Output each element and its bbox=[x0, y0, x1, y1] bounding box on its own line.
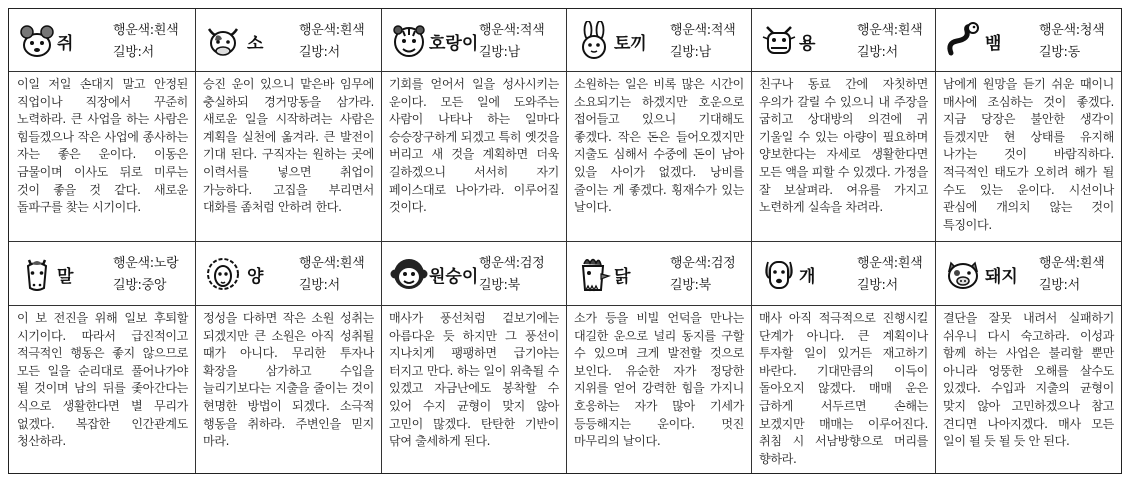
zodiac-fortune-table bbox=[8, 8, 1122, 474]
horse-icon bbox=[17, 254, 57, 294]
fortune-text: 소가 등을 비빌 언덕을 만나는 대길한 운으로 널리 동지를 구할 수 있으며 크게 발전할 것으로 보인다. 유순한 자가 정당한 지위를 얻어 강력한 힘을 가지니 호응하는 자가 많아 기세가 등등해지는 운이다. 멋진 마무리의 날이다. bbox=[574, 311, 744, 449]
lucky-direction: 길방:서 bbox=[857, 45, 898, 60]
row-divider bbox=[9, 71, 1121, 72]
lucky-color: 행운색:흰색 bbox=[857, 256, 923, 271]
lucky-direction: 길방:동 bbox=[1039, 45, 1080, 60]
lucky-direction: 길방:서 bbox=[113, 45, 154, 60]
fortune-text: 매사가 풍선처럼 겉보기에는 아름다운 듯 하지만 그 풍선이 지나치게 팽팽하면 급기야는 터지고 만다. 하는 일이 위축될 수 있겠고 자금난에도 봉착할 수 있어 수지 균형이 맞지 않아 고민이 많겠다. 탄탄한 기반이 닦여 출세하게 된다. bbox=[389, 311, 559, 449]
zodiac-name: 개 bbox=[799, 267, 816, 287]
lucky-direction: 길방:서 bbox=[299, 278, 340, 293]
fortune-text: 정성을 다하면 작은 소원 성취는 되겠지만 큰 소원은 아직 성취될 때가 아니다. 무리한 투자나 확장을 삼가하고 수입을 늘리기보다는 지출을 줄이는 것이 현명한 방법이 되겠다. 소극적 행동을 취하라. 주변인을 믿지 마라. bbox=[203, 311, 374, 449]
zodiac-name: 말 bbox=[57, 267, 74, 287]
lucky-color: 행운색:흰색 bbox=[113, 23, 179, 38]
lucky-color: 행운색:노랑 bbox=[113, 256, 179, 271]
rat-icon bbox=[17, 21, 57, 61]
fortune-text: 매사 아직 적극적으로 진행시킬 단계가 아니다. 큰 계획이나 투자할 일이 있거든 재고하기 바란다. 기대만큼의 이득이 돌아오지 않겠다. 매매 운은 급하게 서두르면 손해는 보겠지만 매매는 이루어진다. 취침 시 서남방향으로 머리를 향하라. bbox=[759, 311, 928, 466]
zodiac-name: 닭 bbox=[614, 267, 631, 287]
zodiac-name: 소 bbox=[247, 34, 264, 54]
zodiac-header bbox=[566, 242, 751, 302]
lucky-color: 행운색:검정 bbox=[479, 256, 545, 271]
fortune-text: 승진 운이 있으니 맡은바 임무에 충실하되 경거망동을 삼가라. 새로운 일을 시작하려는 사람은 계획을 실천에 옮겨라. 큰 발전이 기대 된다. 구직자는 원하는 곳에 이력서를 넣으면 취업이 가능하다. 고집을 부리면서 대화를 좀처럼 안하려 한다. bbox=[203, 77, 374, 215]
lucky-direction: 길방:중앙 bbox=[113, 278, 167, 293]
dog-icon bbox=[759, 254, 799, 294]
fortune-text: 남에게 원망을 듣기 쉬운 때이니 매사에 조심하는 것이 좋겠다. 지금 당장은 불안한 생각이 들겠지만 현 상태를 유지해 나가는 것이 바람직하다. 적극적인 태도가 오히려 해가 될 수도 있는 운이다. 시선이나 관심에 개의치 않는 것이 특징이다. bbox=[943, 77, 1114, 232]
zodiac-name: 돼지 bbox=[985, 267, 1018, 287]
lucky-direction: 길방:서 bbox=[857, 278, 898, 293]
lucky-direction: 길방:북 bbox=[479, 278, 520, 293]
snake-icon bbox=[943, 21, 983, 61]
lucky-color: 행운색:흰색 bbox=[1039, 256, 1105, 271]
zodiac-name: 뱀 bbox=[985, 34, 1002, 54]
zodiac-header bbox=[9, 242, 195, 302]
fortune-text: 이일 저일 손대지 말고 안정된 직업이나 직장에서 꾸준히 노력하라. 큰 사업을 하는 사람은 힘들겠으나 작은 사업에 종사하는 자는 좋은 운이다. 이동은 금물이며 이사도 뒤로 미루는 것이 좋을 것 같다. 새로운 돌파구를 찾는 시기이다. bbox=[17, 77, 188, 215]
zodiac-header bbox=[195, 242, 381, 302]
zodiac-header bbox=[195, 9, 381, 69]
lucky-color: 행운색:검정 bbox=[670, 256, 736, 271]
lucky-color: 행운색:흰색 bbox=[857, 23, 923, 38]
sheep-icon bbox=[203, 254, 243, 294]
lucky-direction: 길방:서 bbox=[1039, 278, 1080, 293]
dragon-icon bbox=[759, 21, 799, 61]
rooster-icon bbox=[574, 254, 614, 294]
zodiac-header bbox=[935, 9, 1121, 69]
monkey-icon bbox=[389, 254, 429, 294]
zodiac-name: 용 bbox=[799, 34, 816, 54]
zodiac-header bbox=[381, 9, 566, 69]
zodiac-header bbox=[566, 9, 751, 69]
lucky-color: 행운색:흰색 bbox=[299, 23, 365, 38]
fortune-text: 결단을 잘못 내려서 실패하기 쉬우니 다시 숙고하라. 이성과 함께 하는 사업은 불리할 뿐만 아니라 엉뚱한 오해를 살수도 있겠다. 수입과 지출의 균형이 맞지 않아 고민하겠으나 참고 견디면 나아지겠다. 매사 모든 일이 될 듯 될 듯 안 된다. bbox=[943, 311, 1114, 449]
zodiac-name: 원숭이 bbox=[429, 267, 479, 287]
lucky-direction: 길방:서 bbox=[299, 45, 340, 60]
fortune-text: 소원하는 일은 비록 많은 시간이 소요되기는 하겠지만 호운으로 접어들고 있으니 기대해도 좋겠다. 작은 돈은 들어오겠지만 지출도 심해서 수중에 돈이 남아 있을 사이가 없겠다. 낭비를 줄이는 게 좋겠다. 횡재수가 있는 날이다. bbox=[574, 77, 744, 215]
lucky-direction: 길방:남 bbox=[670, 45, 711, 60]
fortune-text: 친구나 동료 간에 자칫하면 우의가 갈릴 수 있으니 내 주장을 굽히고 상대방의 의견에 귀 기울일 수 있는 아량이 필요하며 양보한다는 자세로 생활한다면 모든 액을 피할 수 있겠다. 가정을 잘 보살펴라. 여유를 가지고 노련하게 실속을 차려라. bbox=[759, 77, 928, 215]
row-divider bbox=[9, 305, 1121, 306]
zodiac-header bbox=[751, 242, 935, 302]
zodiac-name: 쥐 bbox=[57, 34, 74, 54]
zodiac-name: 토끼 bbox=[614, 34, 647, 54]
fortune-text: 이 보 전진을 위해 일보 후퇴할 시기이다. 따라서 급진적이고 적극적인 행동은 좋지 않으므로 모든 일을 순리대로 풀어나가야 될 것이며 남의 뒤를 좇아간다는 식으로 생활한다면 별 무리가 없겠다. 복잡한 인간관계도 청산하라. bbox=[17, 311, 188, 449]
fortune-text: 기회를 얻어서 일을 성사시키는 운이다. 모든 일에 도와주는 사람이 나타나 하는 일마다 승승장구하게 되겠고 특히 옛것을 버리고 새 것을 계획하면 더욱 길하겠으니 서서히 자기 페이스대로 나아가라. 이루어질 것이다. bbox=[389, 77, 559, 215]
lucky-color: 행운색:적색 bbox=[670, 23, 736, 38]
tiger-icon bbox=[389, 21, 429, 61]
zodiac-header bbox=[935, 242, 1121, 302]
pig-icon bbox=[943, 254, 983, 294]
zodiac-header bbox=[381, 242, 566, 302]
zodiac-name: 양 bbox=[247, 267, 264, 287]
lucky-color: 행운색:흰색 bbox=[299, 256, 365, 271]
zodiac-header bbox=[9, 9, 195, 69]
ox-icon bbox=[203, 21, 243, 61]
lucky-color: 행운색:청색 bbox=[1039, 23, 1105, 38]
zodiac-name: 호랑이 bbox=[429, 34, 479, 54]
lucky-direction: 길방:북 bbox=[670, 278, 711, 293]
lucky-color: 행운색:적색 bbox=[479, 23, 545, 38]
lucky-direction: 길방:남 bbox=[479, 45, 520, 60]
rabbit-icon bbox=[574, 21, 614, 61]
zodiac-header bbox=[751, 9, 935, 69]
